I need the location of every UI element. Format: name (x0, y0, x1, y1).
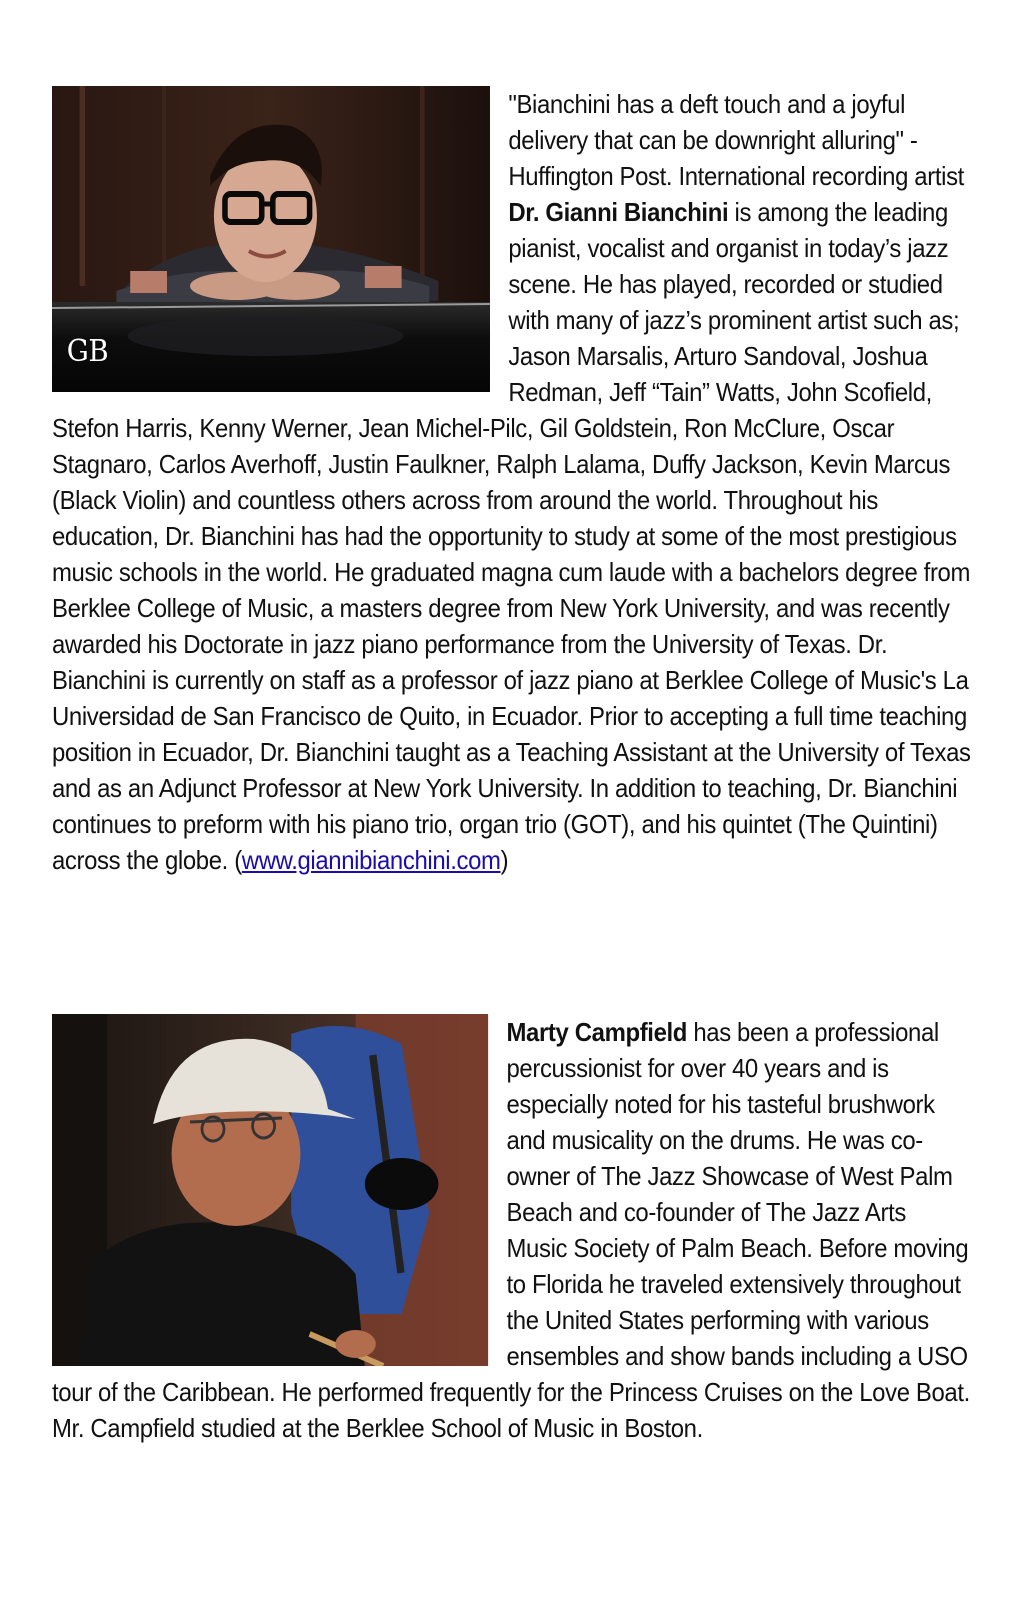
bio2-text: has been a professional percussionist for over 40 years and is especially noted for his tasteful brushwork and musicality on the drums. He was co-owner of The Jazz Showcase of West Palm Beach and co-founder of The Jazz Arts Music Society of Palm Beach. Before moving to Florida he traveled extensively throughout the United States performing with various ensembles and show bands including a USO tour of the Caribbean. He performed frequently for the Princess Cruises on the Love Boat. Mr. Campfield studied at the Berklee School of Music in Boston. (52, 1017, 970, 1443)
drummer-performing-image (52, 1014, 488, 1366)
bio2-name: Marty Campfield (506, 1017, 688, 1047)
bio1-close: ) (500, 845, 509, 875)
bio1-name: Dr. Gianni Bianchini (508, 197, 729, 227)
bio1-quote: "Bianchini has a deft touch and a joyful delivery that can be downright alluring" - Huffington Post. International recording artist (508, 89, 964, 191)
bio-gianni-bianchini (52, 86, 972, 878)
photo-gianni-bianchini (52, 86, 490, 392)
photo-marty-campfield (52, 1014, 488, 1366)
website-link[interactable]: www.giannibianchini.com (241, 845, 501, 875)
portrait-pianist-image (52, 86, 490, 392)
bio1-text: is among the leading pianist, vocalist and organist in today’s jazz scene. He has played, recorded or studied with many of jazz’s prominent artist such as; Jason Marsalis, Arturo Sandoval, Joshua Redman, Jeff “Tain” Watts, John Scofield, Stefon Harris, Kenny Werner, Jean Michel-Pilc, Gil Goldstein, Ron McClure, Oscar Stagnaro, Carlos Averhoff, Justin Faulkner, Ralph Lalama, Duffy Jackson, Kevin Marcus (Black Violin) and countless others across from around the world. Throughout his education, Dr. Bianchini has had the opportunity to study at some of the most prestigious music schools in the world. He graduated magna cum laude with a bachelors degree from Berklee College of Music, a masters degree from New York University, and was recently awarded his Doctorate in jazz piano performance from the University of Texas. Dr. Bianchini is currently on staff as a professor of jazz piano at Berklee College of Music's La Universidad de San Francisco de Quito, in Ecuador. Prior to accepting a full time teaching position in Ecuador, Dr. Bianchini taught as a Teaching Assistant at the University of Texas and as an Adjunct Professor at New York University. In addition to teaching, Dr. Bianchini continues to preform with his piano trio, organ trio (GOT), and his quintet (The Quintini) across the globe. ( (52, 197, 971, 875)
gb-logo: GB (66, 332, 109, 369)
bio-marty-campfield (52, 1014, 972, 1446)
